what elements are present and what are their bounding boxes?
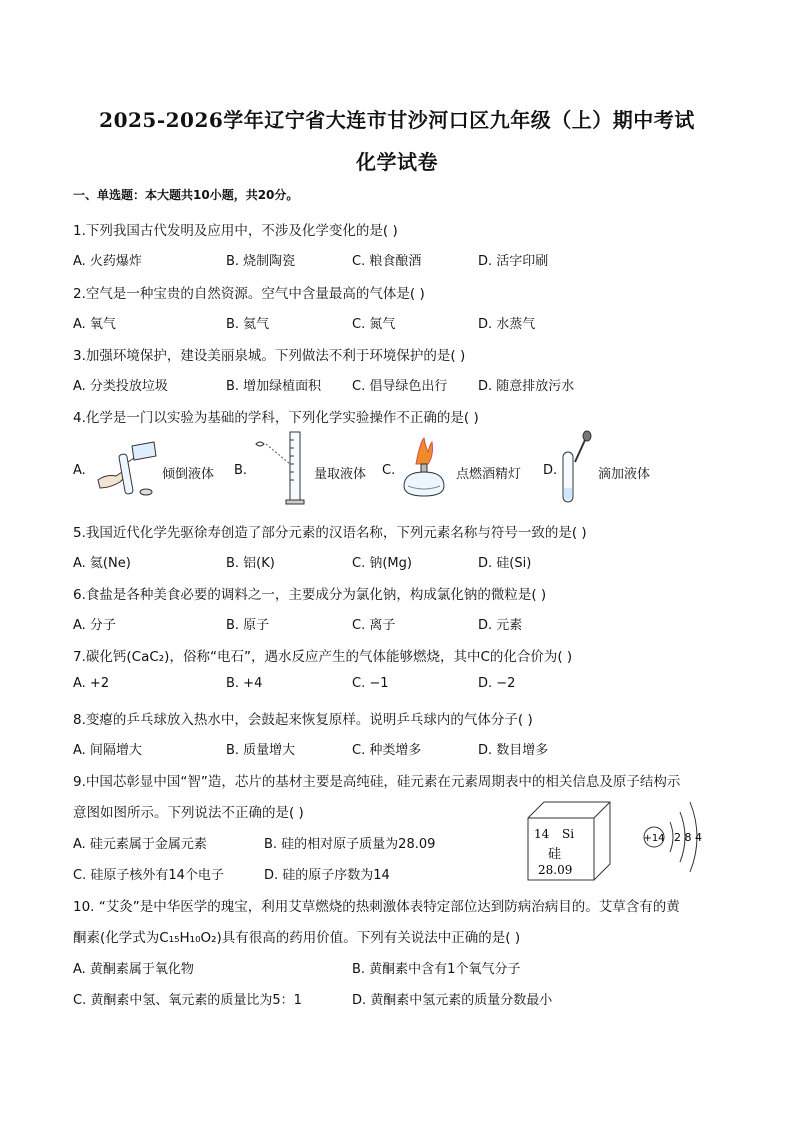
question-8-stem: 8.变瘪的乒乓球放入热水中，会鼓起来恢复原样。说明乒乓球内的气体分子( ) bbox=[73, 712, 533, 728]
section-heading: 一、单选题：本大题共10小题，共20分。 bbox=[73, 188, 299, 202]
question-7-stem: 7.碳化钙(CaC₂)，俗称“电石”，遇水反应产生的气体能够燃烧，其中C的化合价为( ) bbox=[73, 649, 573, 665]
element-name: 硅 bbox=[548, 847, 562, 862]
q4-option-b-label: 量取液体 bbox=[314, 467, 367, 482]
q1-option-d: D. 活字印刷 bbox=[478, 254, 549, 269]
atom-nucleus: +14 bbox=[643, 833, 665, 844]
q2-option-a: A. 氧气 bbox=[73, 317, 116, 332]
q5-option-b: B. 铝(K) bbox=[226, 556, 275, 571]
q8-option-d: D. 数目增多 bbox=[478, 743, 549, 758]
q4-option-b-letter: B. bbox=[234, 463, 248, 478]
alcohol-lamp-icon bbox=[398, 434, 452, 502]
q10-option-a: A. 黄酮素属于氧化物 bbox=[73, 962, 194, 977]
q10-option-c: C. 黄酮素中氢、氧元素的质量比为5：1 bbox=[73, 993, 302, 1008]
q9-option-c: C. 硅原子核外有14个电子 bbox=[73, 868, 224, 883]
q3-option-c: C. 倡导绿色出行 bbox=[352, 379, 448, 394]
question-3-stem: 3.加强环境保护，建设美丽泉城。下列做法不利于环境保护的是( ) bbox=[73, 348, 466, 364]
q3-option-d: D. 随意排放污水 bbox=[478, 379, 575, 394]
element-symbol: Si bbox=[562, 827, 575, 841]
question-4-stem: 4.化学是一门以实验为基础的学科，下列化学实验操作不正确的是( ) bbox=[73, 410, 479, 426]
q2-option-c: C. 氮气 bbox=[352, 317, 396, 332]
element-number: 14 bbox=[534, 827, 550, 841]
question-9-stem: 9.中国芯彰显中国“智”造，芯片的基材主要是高纯硅，硅元素在元素周期表中的相关信息及原子结构示 bbox=[73, 774, 681, 790]
q3-option-b: B. 增加绿植面积 bbox=[226, 379, 322, 394]
q7-option-c: C. −1 bbox=[352, 676, 389, 691]
question-2-stem: 2.空气是一种宝贵的自然资源。空气中含量最高的气体是( ) bbox=[73, 286, 425, 302]
q4-option-d-label: 滴加液体 bbox=[598, 467, 651, 482]
q8-option-c: C. 种类增多 bbox=[352, 743, 422, 758]
q1-option-a: A. 火药爆炸 bbox=[73, 254, 142, 269]
q8-option-a: A. 间隔增大 bbox=[73, 743, 142, 758]
question-5-stem: 5.我国近代化学先驱徐寿创造了部分元素的汉语名称，下列元素名称与符号一致的是( ) bbox=[73, 525, 587, 541]
q7-option-b: B. +4 bbox=[226, 676, 263, 691]
q6-option-c: C. 离子 bbox=[352, 618, 396, 633]
silicon-element-card bbox=[526, 800, 612, 882]
title-line-2: 化学试卷 bbox=[356, 150, 438, 174]
pouring-liquid-icon bbox=[88, 436, 160, 498]
q6-option-b: B. 原子 bbox=[226, 618, 270, 633]
question-1-stem: 1.下列我国古代发明及应用中，不涉及化学变化的是( ) bbox=[73, 223, 398, 239]
q4-option-d-letter: D. bbox=[543, 463, 558, 478]
element-mass: 28.09 bbox=[538, 863, 573, 877]
question-10-stem: 10. “艾灸”是中华医学的瑰宝，利用艾草燃烧的热刺激体表特定部位达到防病治病目的。艾草含有的黄 bbox=[73, 899, 680, 915]
q9-option-d: D. 硅的原子序数为14 bbox=[264, 868, 390, 883]
q9-option-a: A. 硅元素属于金属元素 bbox=[73, 837, 207, 852]
q4-option-c-label: 点燃酒精灯 bbox=[456, 467, 522, 482]
q7-option-a: A. +2 bbox=[73, 676, 110, 691]
question-6-stem: 6.食盐是各种美食必要的调料之一，主要成分为氯化钠，构成氯化钠的微粒是( ) bbox=[73, 587, 547, 603]
question-10-stem-cont: 酮素(化学式为C₁₅H₁₀O₂)具有很高的药用价值。下列有关说法中正确的是( ) bbox=[73, 930, 521, 946]
q10-option-b: B. 黄酮素中含有1个氧气分子 bbox=[352, 962, 521, 977]
q8-option-b: B. 质量增大 bbox=[226, 743, 296, 758]
q2-option-d: D. 水蒸气 bbox=[478, 317, 536, 332]
question-9-stem-cont: 意图如图所示。下列说法不正确的是( ) bbox=[73, 805, 304, 821]
q1-option-b: B. 烧制陶瓷 bbox=[226, 254, 296, 269]
graduated-cylinder-icon bbox=[250, 430, 310, 506]
q4-option-a-letter: A. bbox=[73, 463, 86, 478]
q4-option-c-letter: C. bbox=[382, 463, 396, 478]
q9-option-b: B. 硅的相对原子质量为28.09 bbox=[264, 837, 436, 852]
q5-option-d: D. 硅(Si) bbox=[478, 556, 532, 571]
q3-option-a: A. 分类投放垃圾 bbox=[73, 379, 168, 394]
dropper-tube-icon bbox=[557, 428, 597, 506]
q5-option-a: A. 氦(Ne) bbox=[73, 556, 131, 571]
q6-option-d: D. 元素 bbox=[478, 618, 523, 633]
q6-option-a: A. 分子 bbox=[73, 618, 116, 633]
atom-shells: 2 8 4 bbox=[674, 831, 702, 844]
q2-option-b: B. 氦气 bbox=[226, 317, 270, 332]
title-line-1: 2025-2026学年辽宁省大连市甘沙河口区九年级（上）期中考试 bbox=[99, 108, 695, 132]
q7-option-d: D. −2 bbox=[478, 676, 516, 691]
q4-option-a-label: 倾倒液体 bbox=[162, 467, 215, 482]
q1-option-c: C. 粮食酿酒 bbox=[352, 254, 422, 269]
q5-option-c: C. 钠(Mg) bbox=[352, 556, 412, 571]
q10-option-d: D. 黄酮素中氢元素的质量分数最小 bbox=[352, 993, 553, 1008]
atom-structure-diagram bbox=[636, 792, 716, 882]
